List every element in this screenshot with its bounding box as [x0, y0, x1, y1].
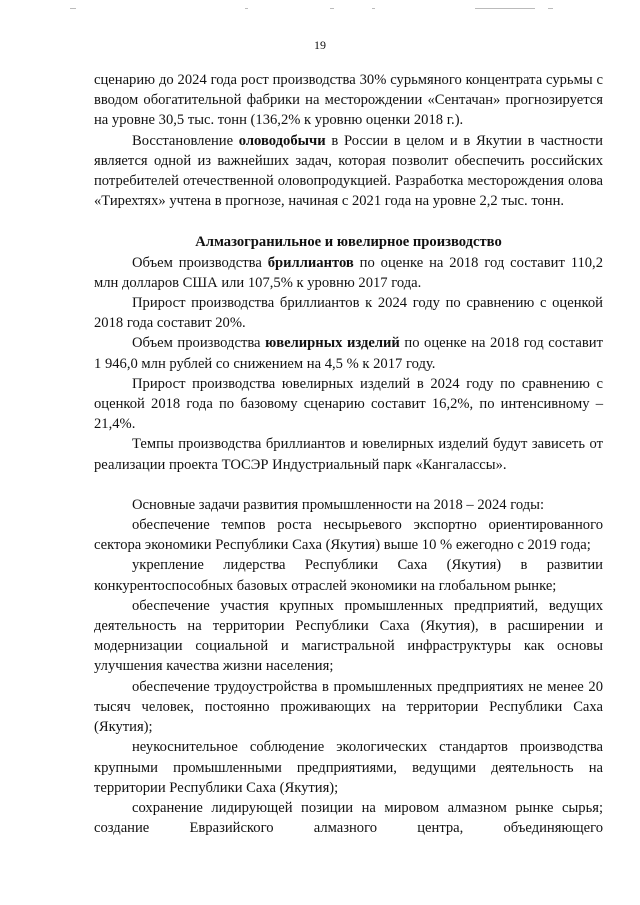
- page-number: 19: [314, 38, 326, 52]
- bold-term: ювелирных изделий: [265, 335, 400, 352]
- section-heading: Алмазогранильное и ювелирное производство: [195, 234, 502, 251]
- paragraph: сценарию до 2024 года рост производства 30% сурьмяного концентрата сурьмы с вводом обогатительной фабрики на месторождении «Сентачан» прогнозируется на уровне 30,5 тыс. тонн (136,2% к уровню оценки 2018 г.).: [94, 72, 603, 129]
- paragraph: Объем производства бриллиантов по оценке на 2018 год составит 110,2 млн долларов США или 107,5% к уровню 2017 года.: [94, 254, 603, 291]
- list-item: сохранение лидирующей позиции на мировом алмазном рынке сырья; создание Евразийского алмазного центра, объединяющего: [94, 799, 603, 837]
- list-item: неукоснительное соблюдение экологических стандартов производства крупными промышленными предприятиями, ведущими деятельность на территории Республики Саха (Якутия);: [94, 739, 603, 796]
- paragraph: Прирост производства ювелирных изделий в 2024 году по сравнению с оценкой 2018 года по базовому сценарию составит 16,2%, по интенсивному – 21,4%.: [94, 375, 603, 433]
- bold-term: бриллиантов: [267, 254, 354, 271]
- paragraph: Прирост производства бриллиантов к 2024 году по сравнению с оценкой 2018 года составит 20%.: [94, 295, 603, 332]
- list-item: укрепление лидерства Республики Саха (Якутия) в развитии конкурентоспособных базовых отраслей экономики на глобальном рынке;: [94, 557, 603, 594]
- paragraph: Основные задачи развития промышленности на 2018 – 2024 годы:: [132, 496, 544, 513]
- scan-artifacts: [0, 8, 640, 12]
- paragraph: Объем производства ювелирных изделий по оценке на 2018 год составит 1 946,0 млн рублей со снижением на 4,5 % к 2017 году.: [94, 335, 603, 372]
- list-item: обеспечение участия крупных промышленных предприятий, ведущих деятельность на территории Республики Саха (Якутия), в расширении и модернизации социальной и магистральной инфраструктуры как основы улучшения качества жизни населения;: [94, 597, 603, 675]
- document-body: [94, 70, 603, 838]
- paragraph: Темпы производства бриллиантов и ювелирных изделий будут зависеть от реализации проекта ТОСЭР Индустриальный парк «Кангалассы».: [94, 436, 603, 473]
- bold-term: оловодобычи: [238, 132, 326, 149]
- paragraph: Восстановление оловодобычи в России в целом и в Якутии в частности является одной из важнейших задач, которая позволит обеспечить российских потребителей отечественной оловопродукцией. Разработка месторождения олова «Тирехтях» учтена в прогнозе, начиная с 2021 года на уровне 2,2 тыс. тонн.: [94, 132, 603, 210]
- list-item: обеспечение темпов роста несырьевого экспортно ориентированного сектора экономики Республики Саха (Якутия) выше 10 % ежегодно с 2019 года;: [94, 517, 603, 554]
- list-item: обеспечение трудоустройства в промышленных предприятиях не менее 20 тысяч человек, постоянно проживающих на территории Республики Саха (Якутия);: [94, 678, 603, 736]
